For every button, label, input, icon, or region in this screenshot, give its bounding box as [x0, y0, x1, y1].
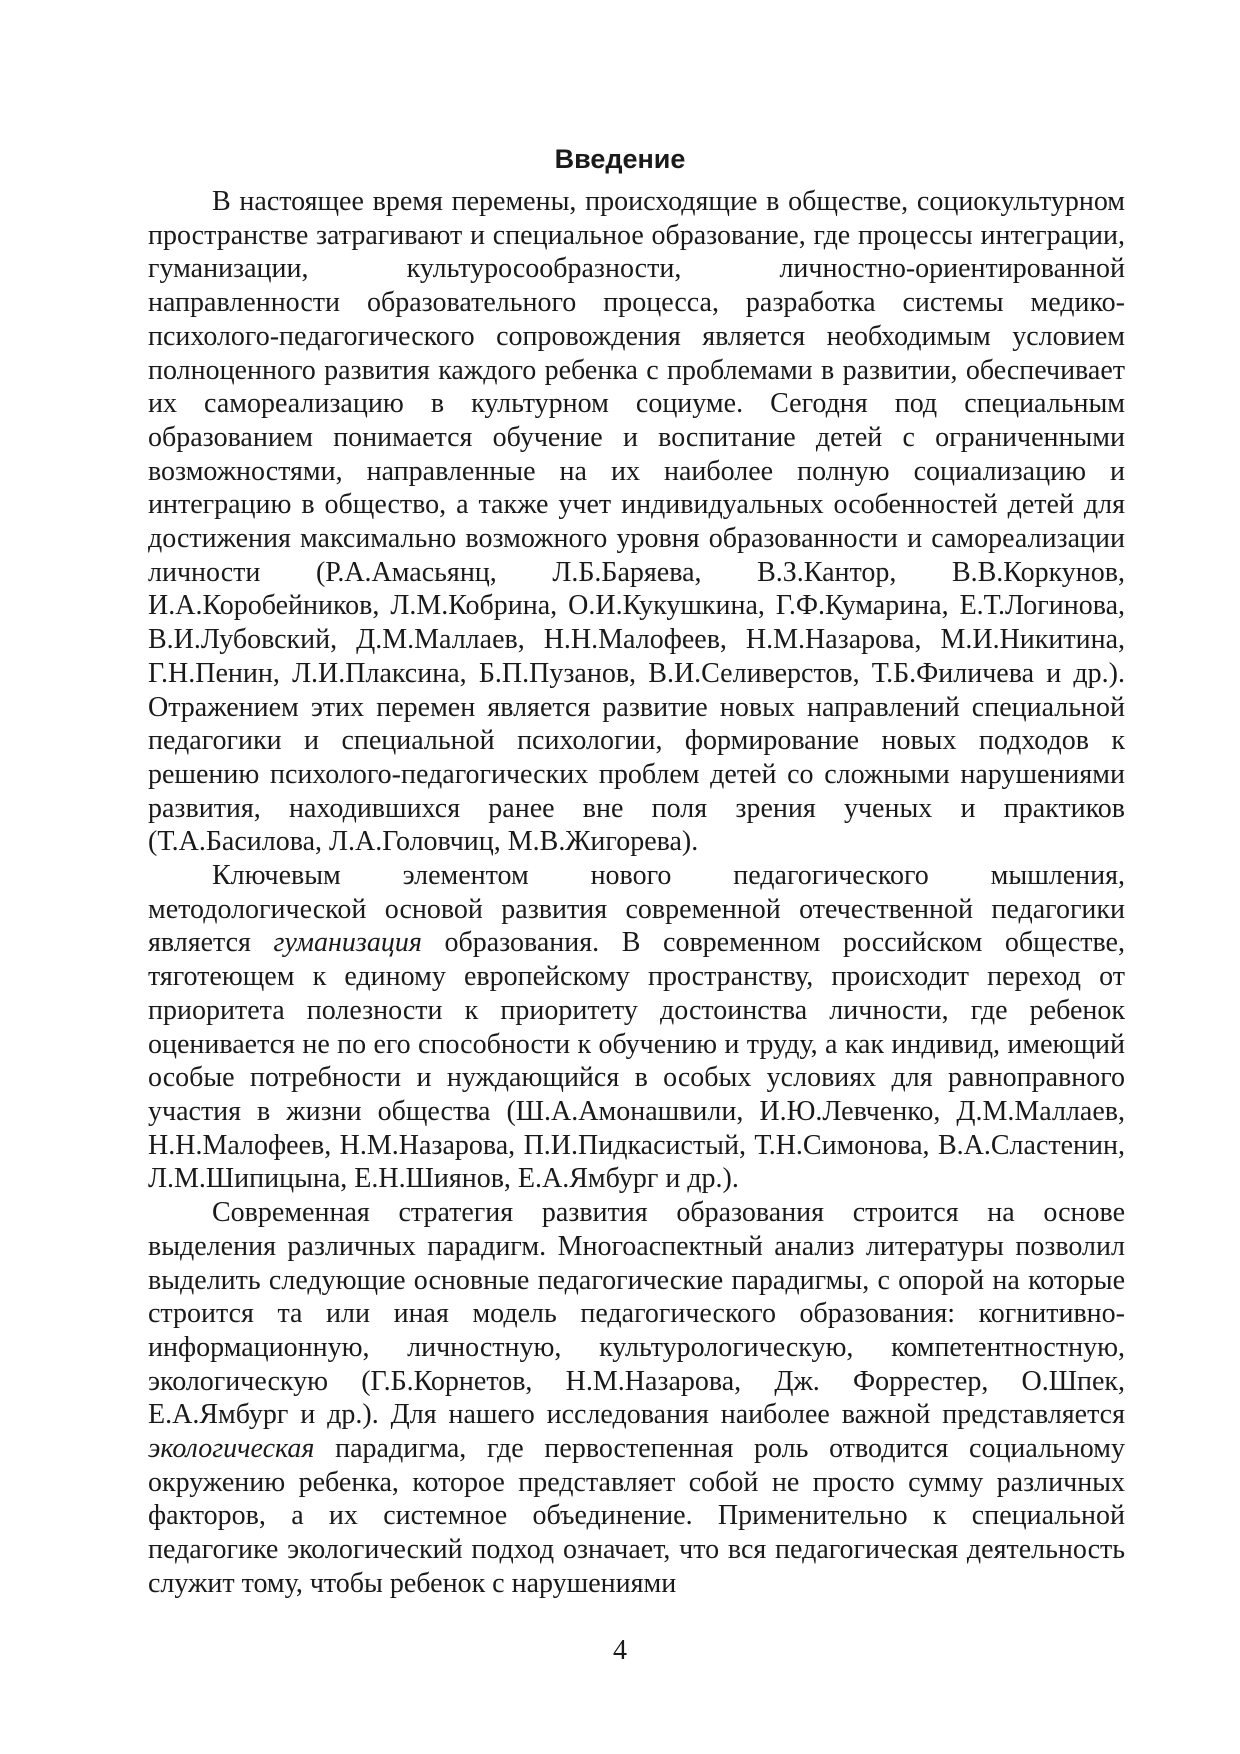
paragraph-2-emphasis: гуманизация — [273, 927, 422, 959]
body-text — [148, 185, 1125, 1601]
paragraph-1-text: В настоящее время перемены, происходящие в обществе, социокультурном пространстве затрагивают и специальное образование, где процессы интеграции, гуманизации, культуросообразности, личностно-ориентированной направленности образовательного процесса, разработка системы медико-психолого-педагогического сопровождения является необходимым условием полноценного развития каждого ребенка с проблемами в развитии, обеспечивает их самореализацию в культурном социуме. Сегодня под специальным образованием понимается обучение и воспитание детей с ограниченными возможностями, направленные на их наиболее полную социализацию и интеграцию в общество, а также учет индивидуальных особенностей детей для достижения максимально возможного уровня образованности и самореализации личности (Р.А.Амасьянц, Л.Б.Баряева, В.З.Кантор, В.В.Коркунов, И.А.Коробейников, Л.М.Кобрина, О.И.Кукушкина, Г.Ф.Кумарина, Е.Т.Логинова, В.И.Лубовский, Д.М.Маллаев, Н.Н.Малофеев, Н.М.Назарова, М.И.Никитина, Г.Н.Пенин, Л.И.Плаксина, Б.П.Пузанов, В.И.Селиверстов, Т.Б.Филичева и др.). Отражением этих перемен является развитие новых направлений специальной педагогики и специальной психологии, формирование новых подходов к решению психолого-педагогических проблем детей со сложными нарушениями развития, находившихся ранее вне поля зрения ученых и практиков (Т.А.Басилова, Л.А.Головчиц, М.В.Жигорева). — [148, 186, 1125, 858]
paragraph-3-emphasis: экологическая — [148, 1433, 315, 1465]
paragraph-3-text-end: парадигма, где первостепенная роль отводится социальному окружению ребенка, которое представляет собой не просто сумму различных факторов, а их системное объединение. Применительно к специальной педагогике экологический подход означает, что вся педагогическая деятельность служит тому, чтобы ребенок с нарушениями — [148, 1433, 1125, 1599]
page-title: Введение — [554, 144, 686, 174]
page-number: 4 — [613, 1635, 627, 1666]
paragraph-1 — [148, 185, 1125, 859]
paragraph-2 — [148, 859, 1125, 1196]
paragraph-2-text-end: образования. В современном российском обществе, тяготеющем к единому европейскому пространству, происходит переход от приоритета полезности к приоритету достоинства личности, где ребенок оценивается не по его способности к обучению и труду, а как индивид, имеющий особые потребности и нуждающийся в особых условиях для равноправного участия в жизни общества (Ш.А.Амонашвили, И.Ю.Левченко, Д.М.Маллаев, Н.Н.Малофеев, Н.М.Назарова, П.И.Пидкасистый, Т.Н.Симонова, В.А.Сластенин, Л.М.Шипицына, Е.Н.Шиянов, Е.А.Ямбург и др.). — [148, 927, 1125, 1195]
paragraph-2-text-start: Ключевым элементом нового педагогического мышления, методологической основой развития современной отечественной педагогики является — [148, 860, 1125, 959]
paragraph-3-text-start: Современная стратегия развития образования строится на основе выделения различных парадигм. Многоаспектный анализ литературы позволил выделить следующие основные педагогические парадигмы, с опорой на которые строится та или иная модель педагогического образования: когнитивно-информационную, личностную, культурологическую, компетентностную, экологическую (Г.Б.Корнетов, Н.М.Назарова, Дж. Форрестер, О.Шпек, Е.А.Ямбург и др.). Для нашего исследования наиболее важной представляется — [148, 1197, 1125, 1431]
paragraph-3 — [148, 1196, 1125, 1600]
